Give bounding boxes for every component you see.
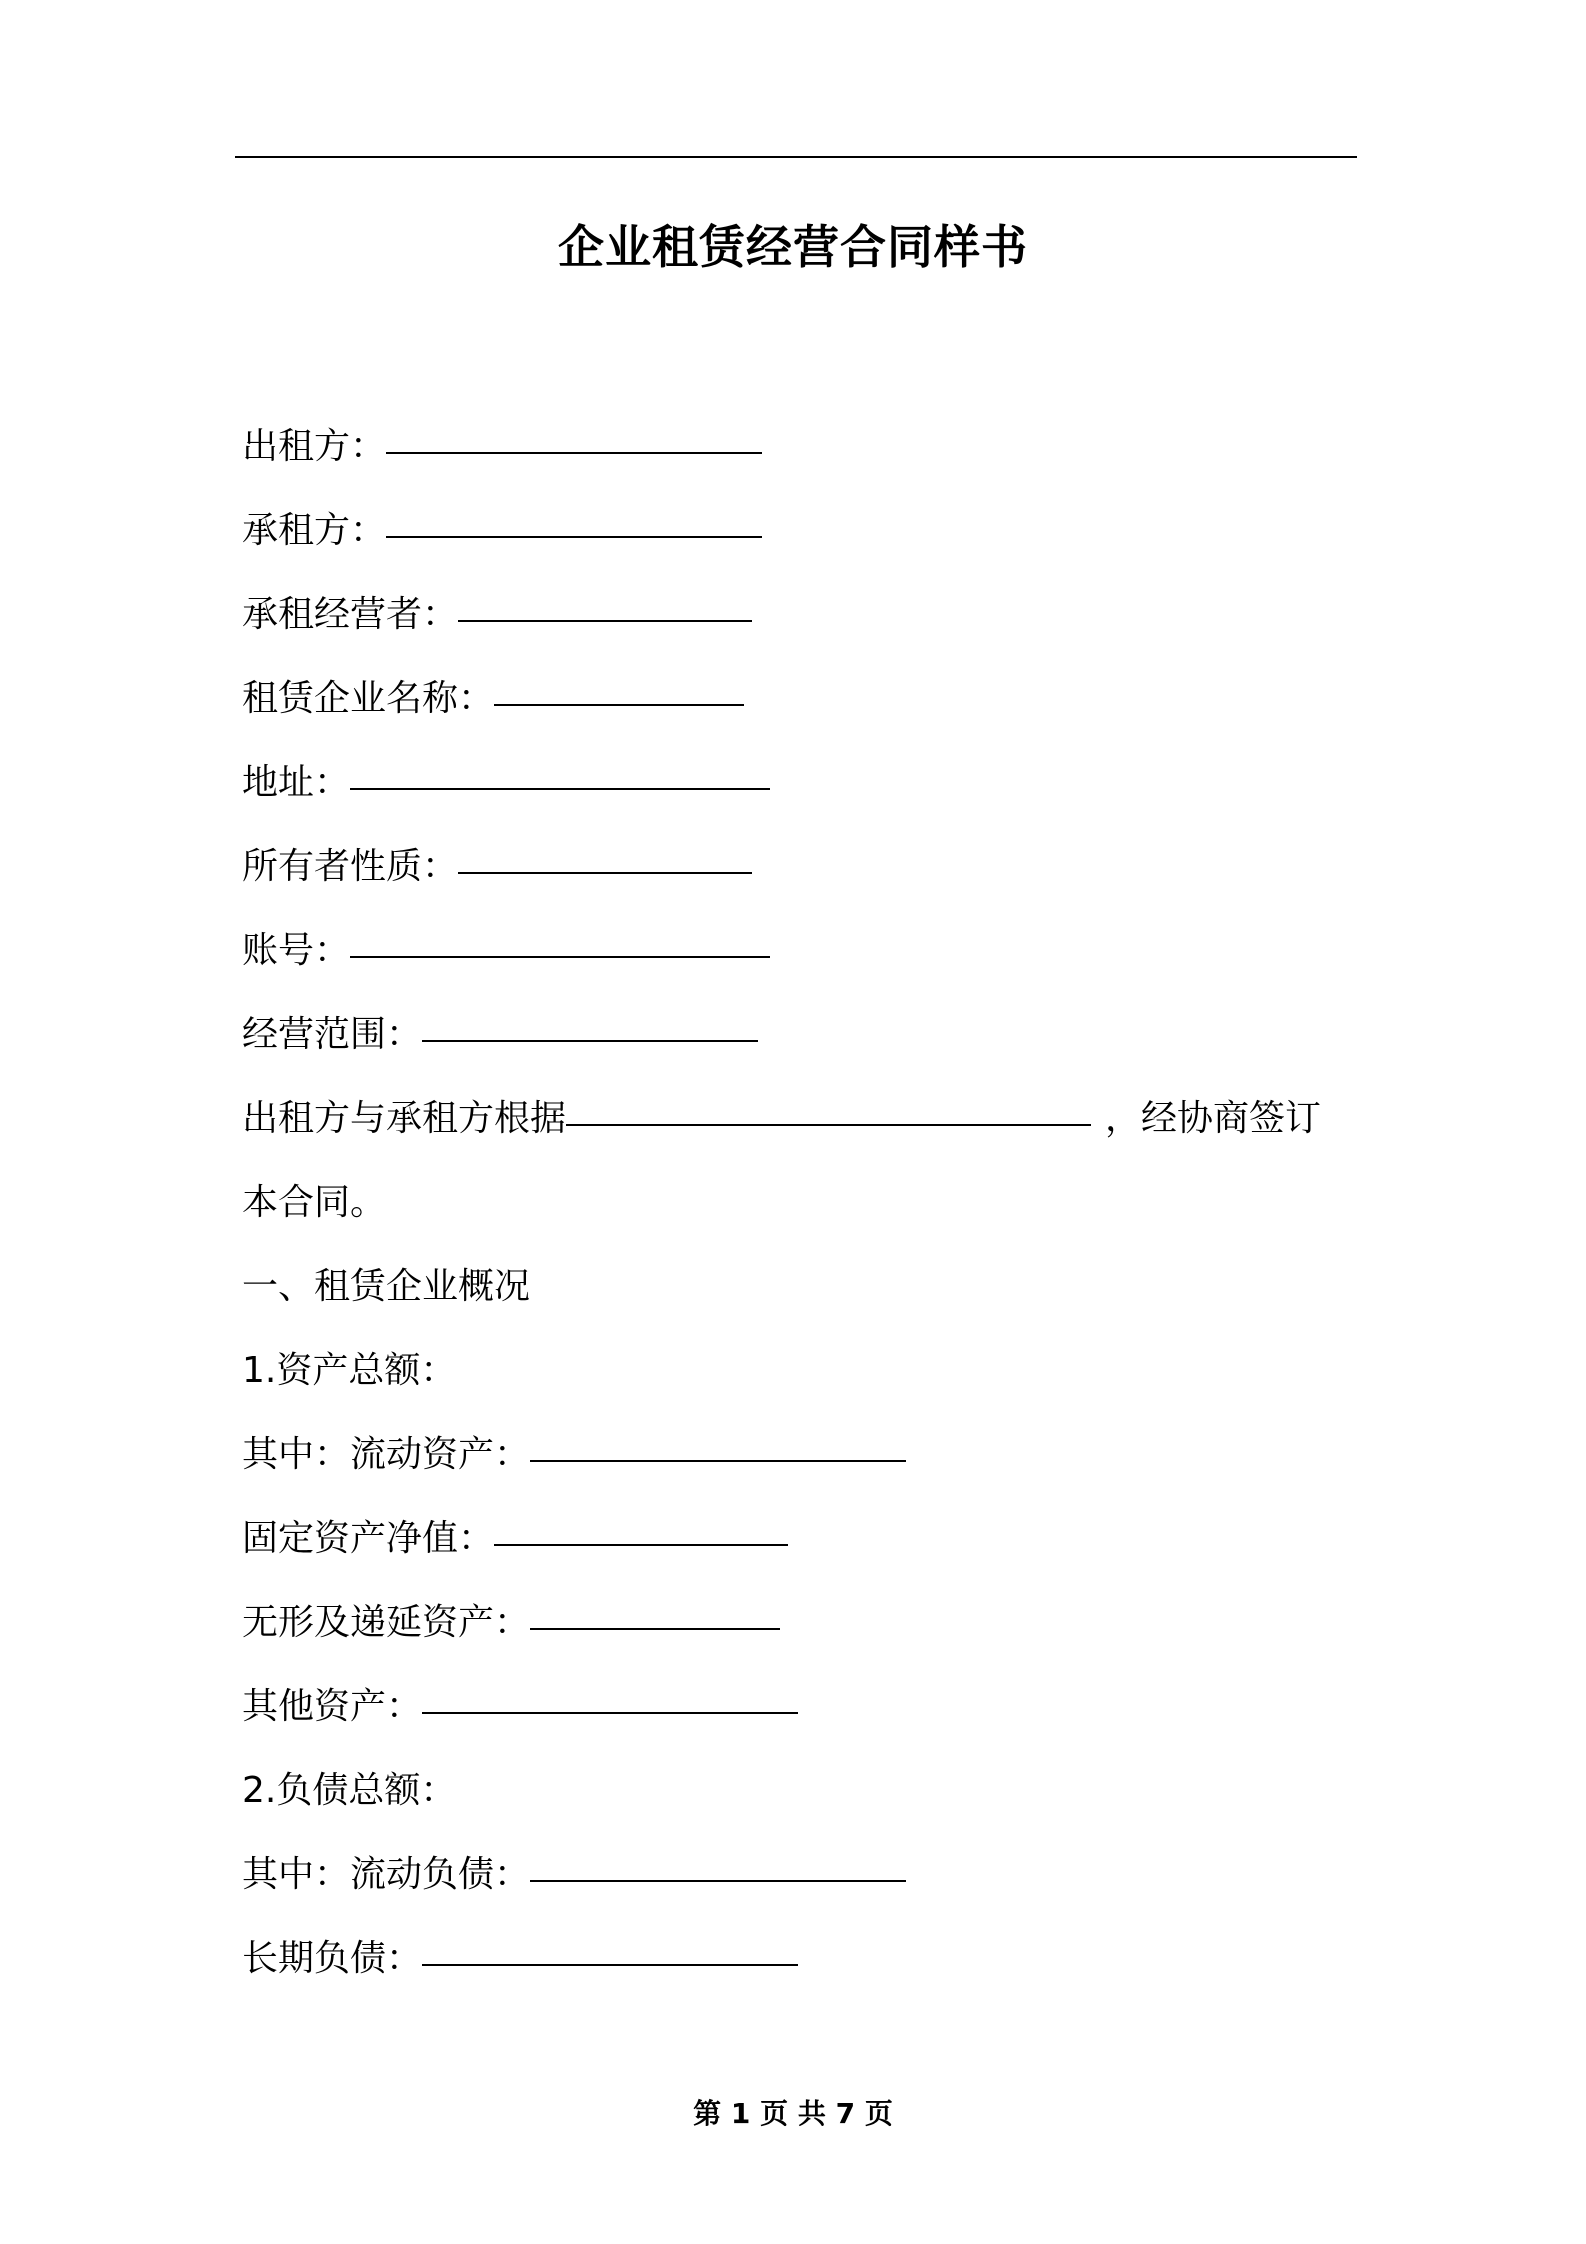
field-label: 经营范围： — [242, 1014, 423, 1055]
page-number-footer: 第 1 页 共 7 页 — [693, 2097, 893, 2130]
field-label: 固定资产净值： — [242, 1518, 495, 1559]
field-leased-enterprise-name — [242, 657, 1352, 741]
fill-in-blank[interactable] — [386, 452, 762, 454]
field-label: 其中：流动资产： — [242, 1434, 531, 1475]
liabilities-heading-text: 2.负债总额： — [242, 1770, 457, 1811]
preamble-tail: ，经协商签订 — [1105, 1098, 1322, 1139]
field-label: 所有者性质： — [242, 846, 459, 887]
fill-in-blank[interactable] — [422, 1964, 798, 1966]
document-body — [242, 405, 1352, 2001]
fill-in-blank[interactable] — [422, 1040, 758, 1042]
field-account — [242, 909, 1352, 993]
assets-heading — [242, 1329, 1352, 1413]
header-rule — [235, 156, 1357, 158]
field-lessor — [242, 405, 1352, 489]
field-label: 承租方： — [242, 510, 387, 551]
section-heading-text: 一、租赁企业概况 — [242, 1266, 531, 1307]
field-long-term-liabilities — [242, 1917, 1352, 2001]
field-label: 租赁企业名称： — [242, 678, 495, 719]
field-current-assets — [242, 1413, 1352, 1497]
fill-in-blank[interactable] — [566, 1124, 1091, 1126]
field-lessee-operator — [242, 573, 1352, 657]
fill-in-blank[interactable] — [350, 788, 770, 790]
fill-in-blank[interactable] — [530, 1460, 906, 1462]
liabilities-heading — [242, 1749, 1352, 1833]
field-current-liabilities — [242, 1833, 1352, 1917]
field-label: 其中：流动负债： — [242, 1854, 531, 1895]
assets-heading-text: 1.资产总额： — [242, 1350, 457, 1391]
field-address — [242, 741, 1352, 825]
field-intangible-deferred-assets — [242, 1581, 1352, 1665]
fill-in-blank[interactable] — [386, 536, 762, 538]
fill-in-blank[interactable] — [530, 1880, 906, 1882]
field-label: 承租经营者： — [242, 594, 459, 635]
field-ownership-nature — [242, 825, 1352, 909]
field-net-fixed-assets — [242, 1497, 1352, 1581]
field-label: 账号： — [242, 930, 351, 971]
fill-in-blank[interactable] — [422, 1712, 798, 1714]
fill-in-blank[interactable] — [458, 620, 752, 622]
preamble-continuation-text: 本合同。 — [242, 1182, 387, 1223]
fill-in-blank[interactable] — [494, 704, 744, 706]
fill-in-blank[interactable] — [530, 1628, 780, 1630]
document-title: 企业租赁经营合同样书 — [558, 220, 1028, 274]
preamble-lead: 出租方与承租方根据 — [242, 1098, 567, 1139]
preamble-continuation — [242, 1161, 1352, 1245]
field-label: 出租方： — [242, 426, 387, 467]
fill-in-blank[interactable] — [350, 956, 770, 958]
field-label: 长期负债： — [242, 1938, 423, 1979]
fill-in-blank[interactable] — [458, 872, 752, 874]
section-heading — [242, 1245, 1352, 1329]
field-business-scope — [242, 993, 1352, 1077]
field-label: 其他资产： — [242, 1686, 423, 1727]
field-lessee — [242, 489, 1352, 573]
fill-in-blank[interactable] — [494, 1544, 788, 1546]
preamble-line — [242, 1077, 1352, 1161]
field-label: 无形及递延资产： — [242, 1602, 531, 1643]
field-label: 地址： — [242, 762, 351, 803]
field-other-assets — [242, 1665, 1352, 1749]
